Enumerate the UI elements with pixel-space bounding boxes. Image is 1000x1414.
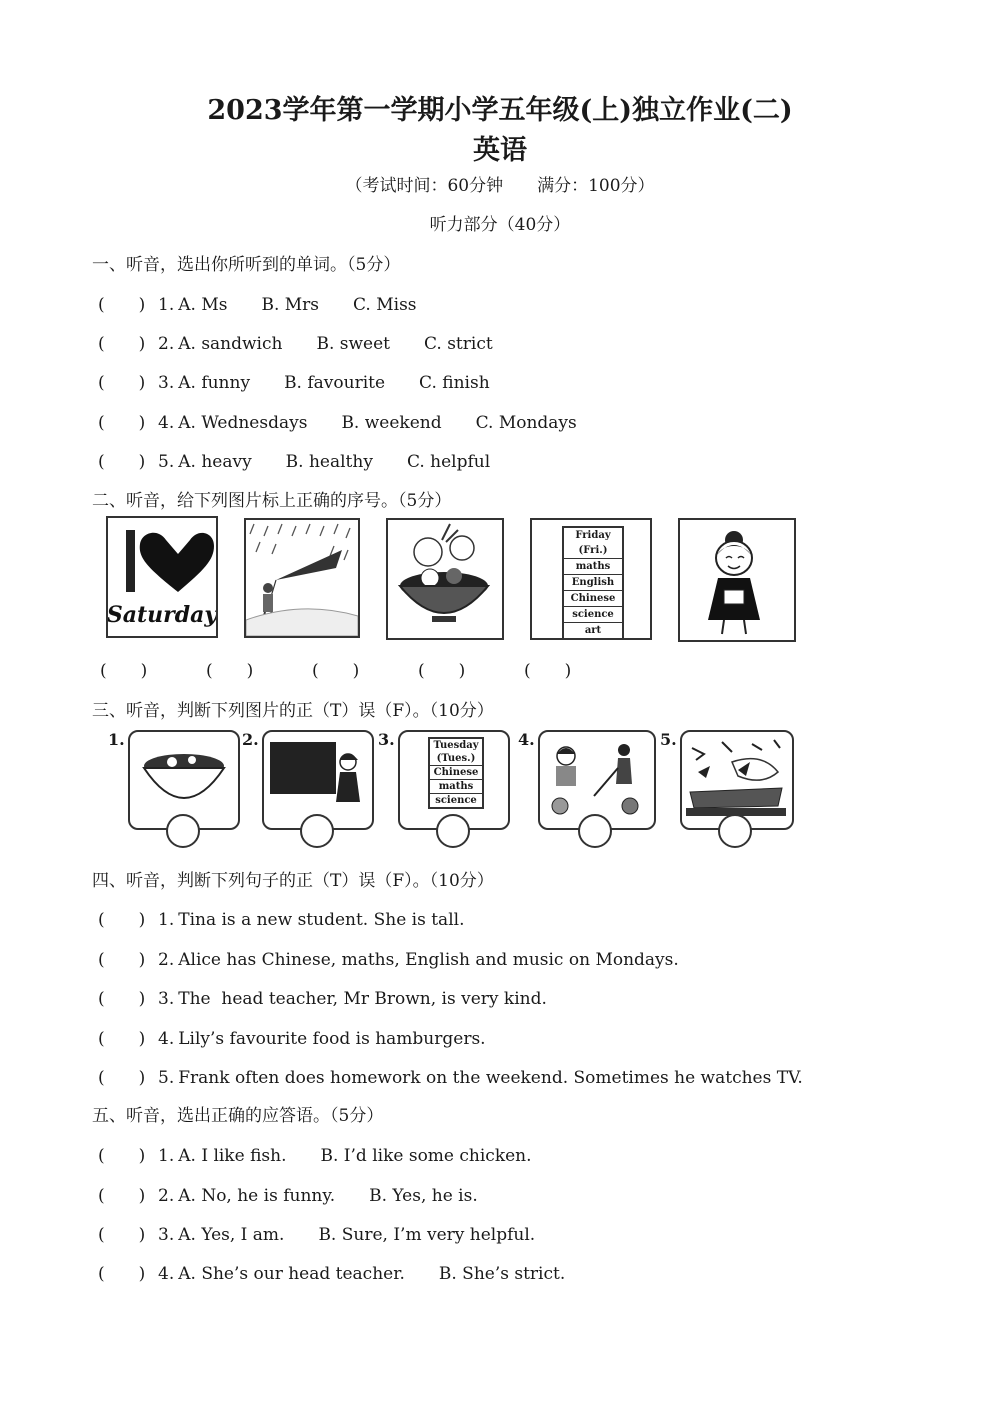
list-item: ( ) 1. Tina is a new student. She is tall. [98,905,464,930]
answer-blank[interactable]: ( ) [98,295,146,315]
answer-blank[interactable]: ( ) [98,452,146,472]
answer-circle[interactable] [578,814,612,848]
answer-circle[interactable] [436,814,470,848]
answer-blank[interactable]: ( ) [98,1146,146,1166]
answer-blank[interactable]: ( ) [98,950,146,970]
section-4-heading: 四、听音，判断下列句子的正（T）误（F）。（10分） [92,871,494,891]
list-item: ( ) 4. Lily’s favourite food is hamburgers. [98,1024,486,1049]
bus-picture-3: 3. Tuesday (Tues.) Chinese maths science [398,730,510,850]
section-3-heading: 三、听音，判断下列图片的正（T）误（F）。（10分） [92,701,494,721]
answer-blank[interactable]: ( ) [98,989,146,1009]
svg-text:Saturday: Saturday [108,602,216,628]
answer-blank[interactable]: ( ) [98,373,146,393]
list-item: ( ) 3. The head teacher, Mr Brown, is very kind. [98,984,547,1009]
page-title: 2023学年第一学期小学五年级(上)独立作业(二) [207,95,793,126]
answer-blank[interactable]: ( ) [98,1225,146,1245]
list-item: ( ) 2. Alice has Chinese, maths, English and music on Mondays. [98,945,679,970]
answer-blank[interactable]: ( ) [98,334,146,354]
answer-circle[interactable] [166,814,200,848]
section-1-heading: 一、听音，选出你所听到的单词。（5分） [92,255,401,275]
list-item: ( ) 2. A. sandwich B. sweet C. strict [98,329,527,354]
list-item: ( ) 2. A. No, he is funny. B. Yes, he is. [98,1181,512,1206]
picture-salad-bowl [386,518,504,640]
list-item: ( ) 4. A. She’s our head teacher. B. She’s strict. [98,1259,599,1284]
answer-blank[interactable]: ( ) [524,661,572,681]
subject-title: 英语 [473,135,527,166]
bus-picture-1: 1. [128,730,240,850]
list-item: ( ) 5. A. heavy B. healthy C. helpful [98,447,524,472]
answer-circle[interactable] [718,814,752,848]
part-heading: 听力部分（40分） [429,215,571,235]
heart-icon [108,518,216,636]
picture-smiling-girl [678,518,796,642]
list-item: ( ) 5. Frank often does homework on the weekend. Sometimes he watches TV. [98,1063,803,1088]
answer-blank[interactable]: ( ) [98,1029,146,1049]
picture-kite-rain [244,518,360,638]
bus-picture-2: 2. [262,730,374,850]
bus-picture-4: 4. [538,730,656,850]
bus-picture-5: 5. [680,730,794,850]
answer-blank[interactable]: ( ) [418,661,466,681]
list-item: ( ) 1. A. I like fish. B. I’d like some chicken. [98,1141,566,1166]
answer-blank[interactable]: ( ) [206,661,254,681]
list-item: ( ) 4. A. Wednesdays B. weekend C. Mondays [98,408,611,433]
answer-blank[interactable]: ( ) [98,1068,146,1088]
list-item: ( ) 1. A. Ms B. Mrs C. Miss [98,290,451,315]
list-item: ( ) 3. A. Yes, I am. B. Sure, I’m very helpful. [98,1220,569,1245]
answer-circle[interactable] [300,814,334,848]
picture-friday-timetable: Friday (Fri.) maths English Chinese science art [530,518,652,640]
section-2-heading: 二、听音，给下列图片标上正确的序号。（5分） [92,491,452,511]
answer-blank[interactable]: ( ) [100,661,148,681]
section-5-heading: 五、听音，选出正确的应答语。（5分） [92,1106,384,1126]
answer-blank[interactable]: ( ) [98,413,146,433]
answer-blank[interactable]: ( ) [312,661,360,681]
list-item: ( ) 3. A. funny B. favourite C. finish [98,368,524,393]
picture-i-love-saturday [106,516,218,638]
exam-meta: （考试时间：60分钟 满分：100分） [345,176,655,196]
answer-blank[interactable]: ( ) [98,1186,146,1206]
answer-blank[interactable]: ( ) [98,1264,146,1284]
answer-blank[interactable]: ( ) [98,910,146,930]
